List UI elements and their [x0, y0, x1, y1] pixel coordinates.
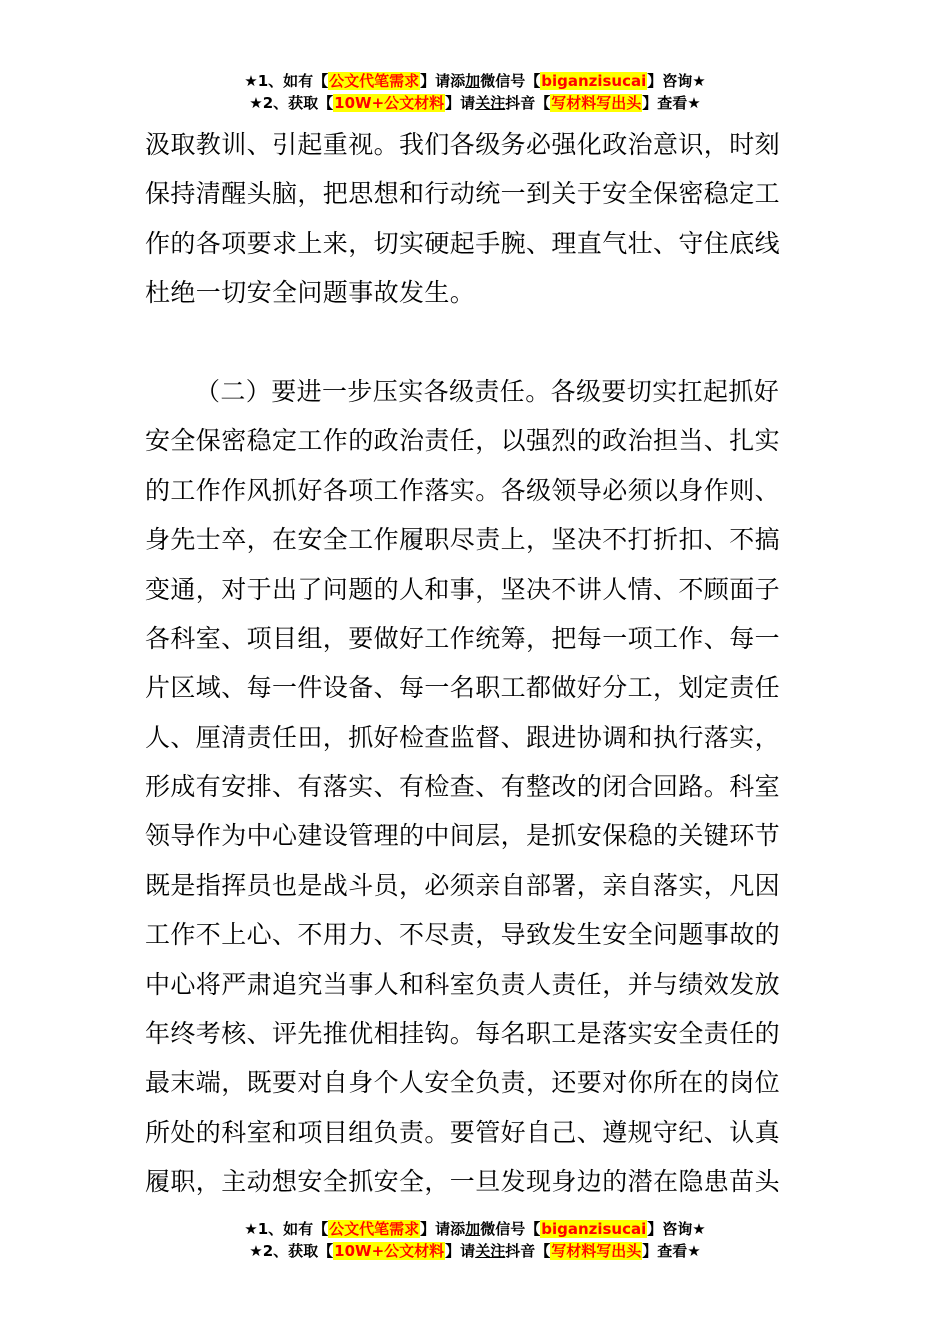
- star-icon: ★: [692, 72, 706, 90]
- banner-line-2: [0, 1240, 950, 1262]
- banner-text: 1、如有【: [257, 72, 329, 90]
- top-banner: [0, 70, 950, 114]
- text-line: 作的各项要求上来，切实硬起手腕、理直气壮、守住底线: [145, 228, 781, 258]
- document-body: [145, 120, 815, 1207]
- star-icon: ★: [249, 1242, 263, 1260]
- star-icon: ★: [249, 94, 263, 112]
- banner-text: 】请: [445, 94, 476, 112]
- banner-text: 】咨询: [647, 72, 693, 90]
- banner-text: 抖音【: [505, 94, 551, 112]
- banner-text: 】请: [445, 1242, 476, 1260]
- banner-text: 2、获取【: [262, 1242, 334, 1260]
- banner-text: 】查看: [642, 94, 688, 112]
- banner-line-1: [0, 70, 950, 92]
- banner-text: 微信号【: [480, 72, 541, 90]
- highlight-materials: 10W+公文材料: [334, 1242, 445, 1260]
- text-line: 中心将严肃追究当事人和科室负责人责任，并与绩效发放: [145, 969, 781, 999]
- text-line: （二）要进一步压实各级责任。各级要切实扛起抓好: [195, 376, 780, 406]
- banner-text: 抖音【: [505, 1242, 551, 1260]
- text-line: 杜绝一切安全问题事故发生。: [145, 278, 476, 308]
- star-icon: ★: [244, 72, 258, 90]
- highlight-douyin: 写材料写出头: [551, 1242, 642, 1260]
- text-line: 既是指挥员也是战斗员，必须亲自部署，亲自落实，凡因: [145, 870, 781, 900]
- banner-underline: 关注: [475, 94, 506, 112]
- text-line: 形成有安排、有落实、有检查、有整改的闭合回路。科室: [145, 772, 781, 802]
- text-line: 履职，主动想安全抓安全，一旦发现身边的潜在隐患苗头: [145, 1167, 781, 1197]
- highlight-materials: 10W+公文材料: [334, 94, 445, 112]
- star-icon: ★: [687, 94, 701, 112]
- banner-text: 】请添: [420, 1220, 466, 1238]
- text-line: 各科室、项目组，要做好工作统筹，把每一项工作、每一: [145, 623, 781, 653]
- text-line: 片区域、每一件设备、每一名职工都做好分工，划定责任: [145, 673, 781, 703]
- highlight-wechat-id: biganzisucai: [541, 1220, 647, 1238]
- text-line: 所处的科室和项目组负责。要管好自己、遵规守纪、认真: [145, 1117, 781, 1147]
- paragraph-2: [145, 367, 815, 1207]
- bottom-banner: [0, 1218, 950, 1262]
- text-line: 最末端，既要对自身个人安全负责，还要对你所在的岗位: [145, 1068, 781, 1098]
- highlight-service: 公文代笔需求: [329, 1220, 420, 1238]
- banner-line-1: [0, 1218, 950, 1240]
- text-line: 领导作为中心建设管理的中间层，是抓安保稳的关键环节: [145, 821, 781, 851]
- text-line: 保持清醒头脑，把思想和行动统一到关于安全保密稳定工: [145, 179, 781, 209]
- banner-text: 】咨询: [647, 1220, 693, 1238]
- paragraph-gap: [145, 318, 815, 367]
- banner-line-2: [0, 92, 950, 114]
- text-line: 身先士卒，在安全工作履职尽责上，坚决不打折扣、不搞: [145, 525, 781, 555]
- text-line: 汲取教训、引起重视。我们各级务必强化政治意识，时刻: [145, 130, 781, 159]
- banner-text: 】查看: [642, 1242, 688, 1260]
- text-line: 年终考核、评先推优相挂钩。每名职工是落实安全责任的: [145, 1019, 781, 1049]
- star-icon: ★: [244, 1220, 258, 1238]
- banner-text: 】请添: [420, 72, 466, 90]
- star-icon: ★: [687, 1242, 701, 1260]
- paragraph-1: [145, 120, 815, 318]
- text-line: 人、厘清责任田，抓好检查监督、跟进协调和执行落实，: [145, 722, 781, 752]
- highlight-service: 公文代笔需求: [329, 72, 420, 90]
- star-icon: ★: [692, 1220, 706, 1238]
- highlight-wechat-id: biganzisucai: [541, 72, 647, 90]
- banner-underline: 关注: [475, 1242, 506, 1260]
- banner-text: 2、获取【: [262, 94, 334, 112]
- banner-text: 微信号【: [480, 1220, 541, 1238]
- highlight-douyin: 写材料写出头: [551, 94, 642, 112]
- banner-text: 1、如有【: [257, 1220, 329, 1238]
- text-line: 安全保密稳定工作的政治责任，以强烈的政治担当、扎实: [145, 426, 781, 456]
- text-line: 变通，对于出了问题的人和事，坚决不讲人情、不顾面子: [145, 574, 781, 604]
- banner-underline: 加: [465, 72, 481, 90]
- banner-underline: 加: [465, 1220, 481, 1238]
- text-line: 的工作作风抓好各项工作落实。各级领导必须以身作则、: [145, 475, 781, 505]
- text-line: 工作不上心、不用力、不尽责，导致发生安全问题事故的: [145, 920, 781, 950]
